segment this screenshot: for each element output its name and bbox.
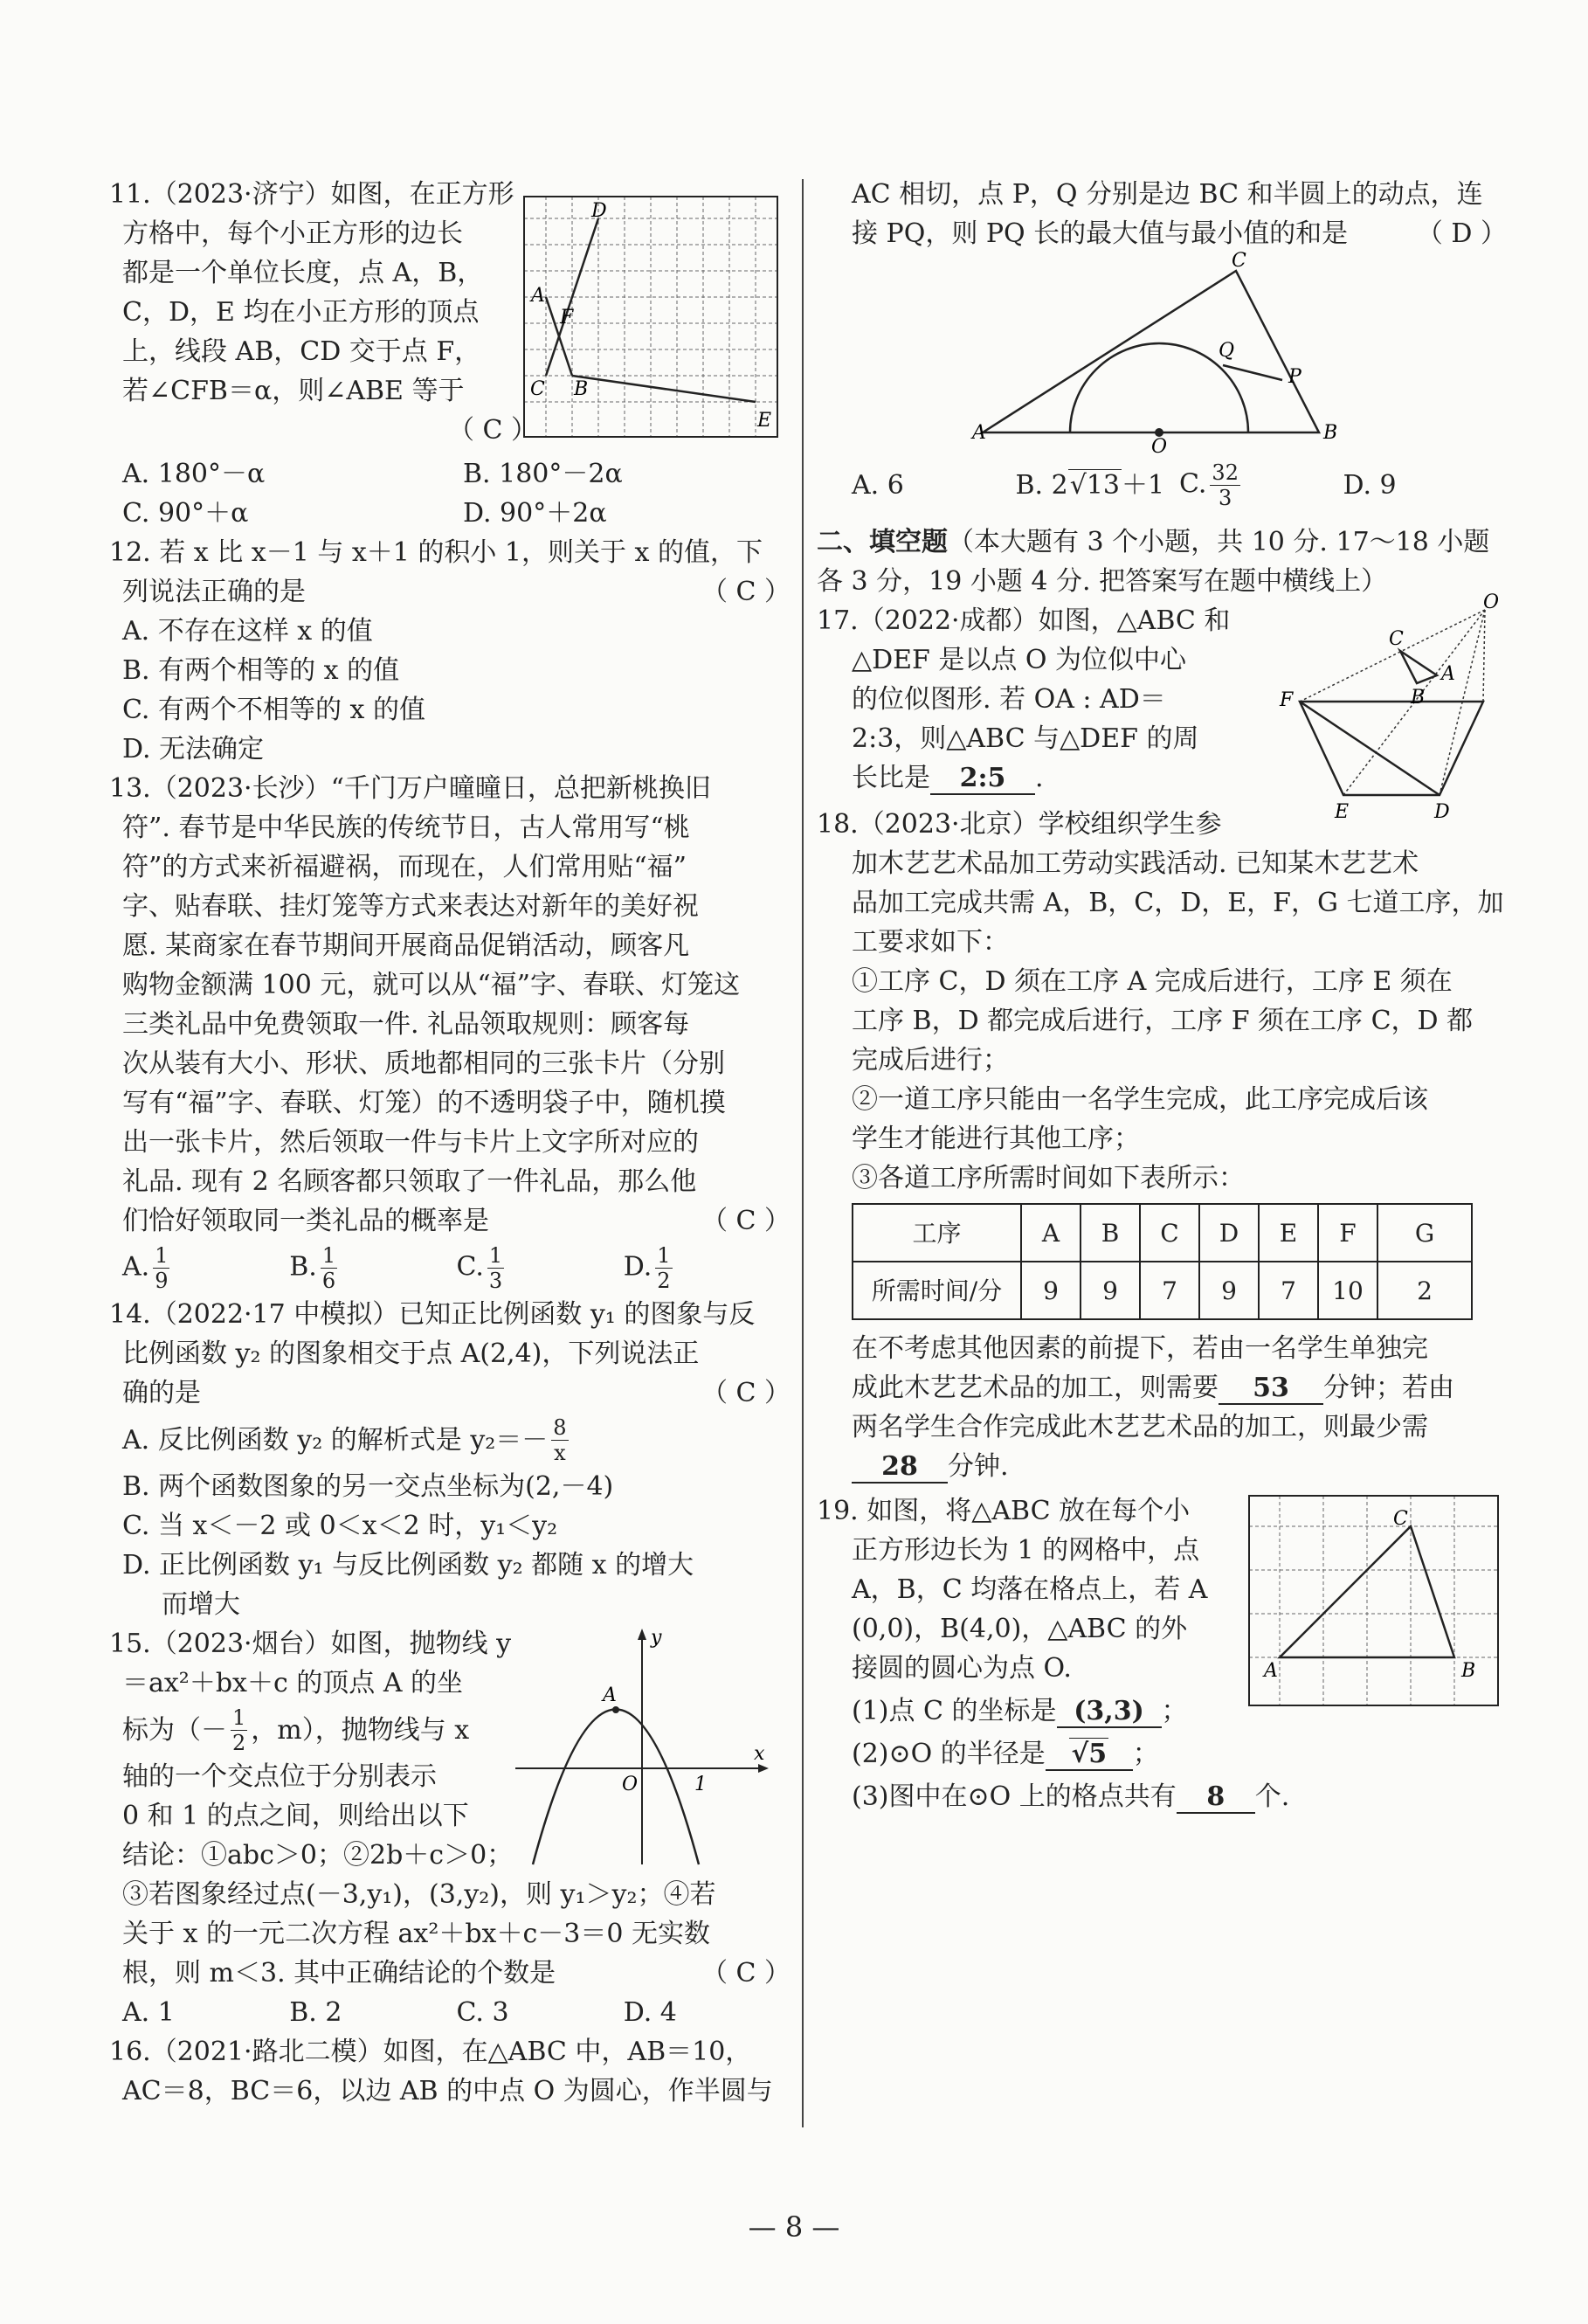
section-2-header: 二、填空题（本大题有 3 个小题，共 10 分. 17～18 小题 各 3 分，19 小题 4 分. 把答案写在题中横线上） (817, 527, 1490, 597)
label-b: B (1411, 687, 1426, 709)
options-11b (122, 494, 804, 533)
question-16-continued: AC 相切，点 P，Q 分别是边 BC 和半圆上的动点，连 接 PQ，则 PQ 长的最大值与最小值的和是 （ D ） C Q P A O B A. 6 B. 2√13＋1 C. $\frac{32}{3}$ D. 9 (817, 175, 1507, 515)
options-16 (817, 454, 1507, 515)
table-cell: 9 (1021, 1262, 1081, 1319)
figure-grid-19 (1245, 1491, 1502, 1710)
label-a: A (531, 285, 545, 307)
label-b: B (574, 378, 589, 400)
question-19: 19. 如图，将△ABC 放在每个小 正方形边长为 1 的网格中，点 A，B，C 均落在格点上，若 A (0,0)，B(4,0)，△ABC 的外 接圆的圆心为点 O. (1)点 C 的坐标是 (3,3) ； (2)⊙O 的半径是 √5 ； (3)图中在⊙O 上的格点共有 8 个. C A B (817, 1491, 1507, 1816)
answer-19-3: 8 (1177, 1782, 1255, 1814)
option-12-a[interactable]: A. 不存在这样 x 的值 (122, 616, 373, 647)
parabola-curve (533, 1710, 699, 1865)
option-11-b[interactable]: B. 180°－2α (463, 459, 623, 489)
question-16: 16.（2021·路北二模）如图，在△ABC 中，AB＝10， AC＝8，BC＝6，以边 AB 的中点 O 为圆心，作半圆与 (109, 2037, 773, 2106)
label-b: B (1461, 1660, 1476, 1682)
x-axis-arrow-icon (758, 1764, 769, 1773)
answer-19-2: √5 (1046, 1740, 1133, 1771)
label-b: B (1323, 422, 1338, 444)
label-o: O (622, 1774, 639, 1795)
label-1: 1 (694, 1774, 707, 1795)
option-15-d[interactable]: D. 4 (623, 1997, 677, 2028)
option-11-c[interactable]: C. 90°＋α (122, 498, 249, 529)
left-column (109, 175, 791, 2111)
figure-grid-11 (520, 192, 782, 441)
label-q: Q (1219, 340, 1235, 362)
option-15-b[interactable]: B. 2 (289, 1997, 342, 2028)
option-14-a[interactable]: A. 反比例函数 y₂ 的解析式是 y₂＝－ $\frac{8}{x}$ (122, 1414, 567, 1465)
figure-parabola-15 (515, 1624, 777, 1869)
table-cell: 10 (1318, 1262, 1377, 1319)
answer-18-2: 28 (852, 1452, 948, 1484)
answer-11: （ C ） (447, 415, 537, 446)
table-cell: B (1081, 1204, 1140, 1262)
label-a: A (972, 422, 986, 444)
question-13: 13.（2023·长沙）“千门万户曈曈日，总把新桃换旧 符”. 春节是中华民族的传统节日，古人常用写“桃 符”的方式来祈福避祸，而现在，人们常用贴“福” 字、贴春联、挂灯笼等方式来表达对新年的美好祝 愿. 某商家在春节期间开展商品促销活动，顾客凡 购物金额满 100 元，就可以从“福”字、春联、灯笼这 三类礼品中免费领取一件. 礼品领取规则：顾客每 次从装有大小、形状、质地都相同的三张卡片（分别 写有“福”字、春联、灯笼）的不透明袋子中，随机摸 出一张卡片，然后领取一件与卡片上文字所对应的 礼品. 现有 2 名顾客都只领取了一件礼品，那么他 们恰好领取同一类礼品的概率是 （ C ） A. $\frac{1}{9}$ B. $\frac{1}{6}$ C. $\frac{1}{3}$ D. $\frac{1}{2}$ (109, 769, 791, 1295)
table-cell: 9 (1081, 1262, 1140, 1319)
label-o: O (1151, 436, 1168, 458)
table-cell: F (1318, 1204, 1377, 1262)
label-f: F (1280, 689, 1294, 711)
option-12-c[interactable]: C. 有两个不相等的 x 的值 (122, 695, 425, 725)
table-cell: 所需时间/分 (853, 1262, 1021, 1319)
table-cell: A (1021, 1204, 1081, 1262)
option-16-d[interactable]: D. 9 (1343, 469, 1397, 501)
option-11-d[interactable]: D. 90°＋2α (463, 498, 607, 529)
label-e: E (1335, 801, 1350, 823)
label-c: C (1389, 628, 1404, 650)
label-d: D (1434, 801, 1450, 823)
option-13-a[interactable]: A. $\frac{1}{9}$ (122, 1242, 169, 1293)
question-12: 12. 若 x 比 x－1 与 x＋1 的积小 1，则关于 x 的值，下 列说法正确的是 （ C ） A. 不存在这样 x 的值 B. 有两个相等的 x 的值 C. 有两个不相等的 x 的值 D. 无法确定 (109, 533, 791, 769)
segment-be (572, 376, 756, 402)
right-column (817, 175, 1507, 1816)
option-13-b[interactable]: B. $\frac{1}{6}$ (289, 1242, 336, 1293)
label-c: C (1232, 250, 1246, 272)
page-number: — 8 — (748, 2210, 840, 2244)
option-11-a[interactable]: A. 180°－α (122, 459, 266, 489)
table-cell: 9 (1199, 1262, 1259, 1319)
table-cell: E (1259, 1204, 1318, 1262)
label-c: C (1393, 1508, 1408, 1530)
triangle-abc (983, 271, 1319, 432)
label-a: A (1441, 663, 1455, 685)
option-16-a[interactable]: A. 6 (852, 469, 904, 501)
answer-19-1: (3,3) (1057, 1697, 1162, 1728)
options-15 (109, 1993, 791, 2032)
option-14-d[interactable]: D. 正比例函数 y₁ 与反比例函数 y₂ 都随 x 的增大 (122, 1550, 694, 1580)
answer-13: （ C ） (701, 1206, 791, 1236)
table-cell: 7 (1259, 1262, 1318, 1319)
figure-similar-17 (1267, 592, 1502, 824)
answer-15: （ C ） (701, 1958, 791, 1989)
table-cell: G (1377, 1204, 1472, 1262)
option-16-b[interactable]: B. 2√13＋1 (1015, 469, 1165, 501)
option-13-c[interactable]: C. $\frac{1}{3}$ (456, 1242, 503, 1293)
option-12-b[interactable]: B. 有两个相等的 x 的值 (122, 655, 400, 686)
answer-18-1: 53 (1219, 1373, 1323, 1405)
question-11: 11.（2023·济宁）如图，在正方形 方格中，每个小正方形的边长 都是一个单位长度，点 A，B， C，D，E 均在小正方形的顶点 上，线段 AB，CD 交于点 F， 若∠CFB＝α，则∠ABE 等于 （ C ） D A F C B E A. 180°－α B. 180°－2α C. 90°＋α D. 90°＋2α (109, 175, 791, 616)
label-a: A (603, 1684, 617, 1706)
figure-triangle-16 (972, 250, 1358, 458)
answer-17: 2:5 (930, 764, 1035, 795)
label-y: y (651, 1627, 662, 1649)
question-18: 18.（2023·北京）学校组织学生参 加木艺艺术品加工劳动实践活动. 已知某木艺艺术 品加工完成共需 A，B，C，D，E，F，G 七道工序，加 工要求如下： ①工序 C，D 须在工序 A 完成后进行，工序 E 须在 工序 B，D 都完成后进行，工序 F 须在工序 C，D 都 完成后进行； ②一道工序只能由一名学生完成，此工序完成后该 学生才能进行其他工序； ③各道工序所需时间如下表所示： 工序 A B C D E F G 所需时间/分 9 9 7 9 7 10 2 在不考虑其他因素的前提下，若由一名学生单独完 成此木艺艺术品的加工，则需要 53 分钟；若由 两名学生合作完成此木艺艺术品的加工，则最少需 28 分钟. (817, 809, 1504, 1482)
triangle-abc (1400, 651, 1437, 683)
label-c: C (530, 378, 545, 400)
answer-14: （ C ） (701, 1378, 791, 1408)
table-row (853, 1262, 1472, 1319)
question-17: 17.（2022·成都）如图，△ABC 和 △DEF 是以点 O 为位似中心 的位似图形. 若 OA : AD＝ 2:3，则△ABC 与△DEF 的周 长比是 2:5 . O C A B F E D (817, 601, 1507, 798)
y-axis-arrow-icon (638, 1629, 646, 1640)
process-time-table (852, 1203, 1473, 1320)
answer-12: （ C ） (701, 577, 791, 607)
section-2-title: 二、填空题 (817, 527, 948, 557)
question-14: 14.（2022·17 中模拟）已知正比例函数 y₁ 的图象与反 比例函数 y₂ 的图象相交于点 A(2,4)，下列说法正 确的是 （ C ） A. 反比例函数 y₂ 的解析式是 y₂＝－ $\frac{8}{x}$ B. 两个函数图象的另一交点坐标为(2,－4) C. 当 x＜－2 或 0＜x＜2 时，y₁＜y₂ D. 正比例函数 y₁ 与反比例函数 y₂ 都随 x 的增大 而增大 (109, 1295, 791, 1624)
label-a: A (1264, 1660, 1278, 1682)
table-cell: 工序 (853, 1204, 1021, 1262)
table-cell: 2 (1377, 1262, 1472, 1319)
label-f: F (560, 307, 574, 329)
label-e: E (757, 410, 772, 432)
question-15: 15.（2023·烟台）如图，抛物线 y ＝ax²＋bx＋c 的顶点 A 的坐 标为（－ $\frac{1}{2}$ ，m），抛物线与 x 轴的一个交点位于分别表示 0 和 1 的点之间，则给出以下 结论：①abc＞0；②2b＋c＞0； ③若图象经过点(－3,y₁)，(3,y₂)，则 y₁＞y₂；④若 关于 x 的一元二次方程 ax²＋bx＋c－3＝0 无实数 根，则 m＜3. 其中正确结论的个数是 （ C ） A. 1 B. 2 C. 3 D. 4 y A x O 1 (109, 1624, 791, 2032)
options-13 (109, 1241, 791, 1295)
option-15-c[interactable]: C. 3 (456, 1997, 509, 2028)
option-14-d-cont: 而增大 (162, 1589, 240, 1620)
option-16-c[interactable]: C. $\frac{32}{3}$ (1179, 460, 1239, 510)
option-13-d[interactable]: D. $\frac{1}{2}$ (623, 1242, 671, 1293)
polygon-def (1300, 702, 1483, 795)
table-cell: C (1140, 1204, 1199, 1262)
option-14-b[interactable]: B. 两个函数图象的另一交点坐标为(2,－4) (122, 1471, 614, 1502)
options-11a (122, 454, 804, 494)
answer-16: （ D ） (1416, 218, 1507, 249)
label-p: P (1288, 366, 1301, 388)
table-cell: 7 (1140, 1262, 1199, 1319)
vertex-point (612, 1706, 619, 1713)
option-15-a[interactable]: A. 1 (122, 1997, 175, 2028)
table-cell: D (1199, 1204, 1259, 1262)
label-o: O (1483, 591, 1500, 613)
label-d: D (591, 200, 607, 222)
label-x: x (754, 1743, 765, 1765)
option-14-c[interactable]: C. 当 x＜－2 或 0＜x＜2 时，y₁＜y₂ (122, 1511, 558, 1541)
segment-pq (1223, 365, 1282, 380)
table-header-row (853, 1204, 1472, 1262)
option-12-d[interactable]: D. 无法确定 (122, 734, 265, 764)
